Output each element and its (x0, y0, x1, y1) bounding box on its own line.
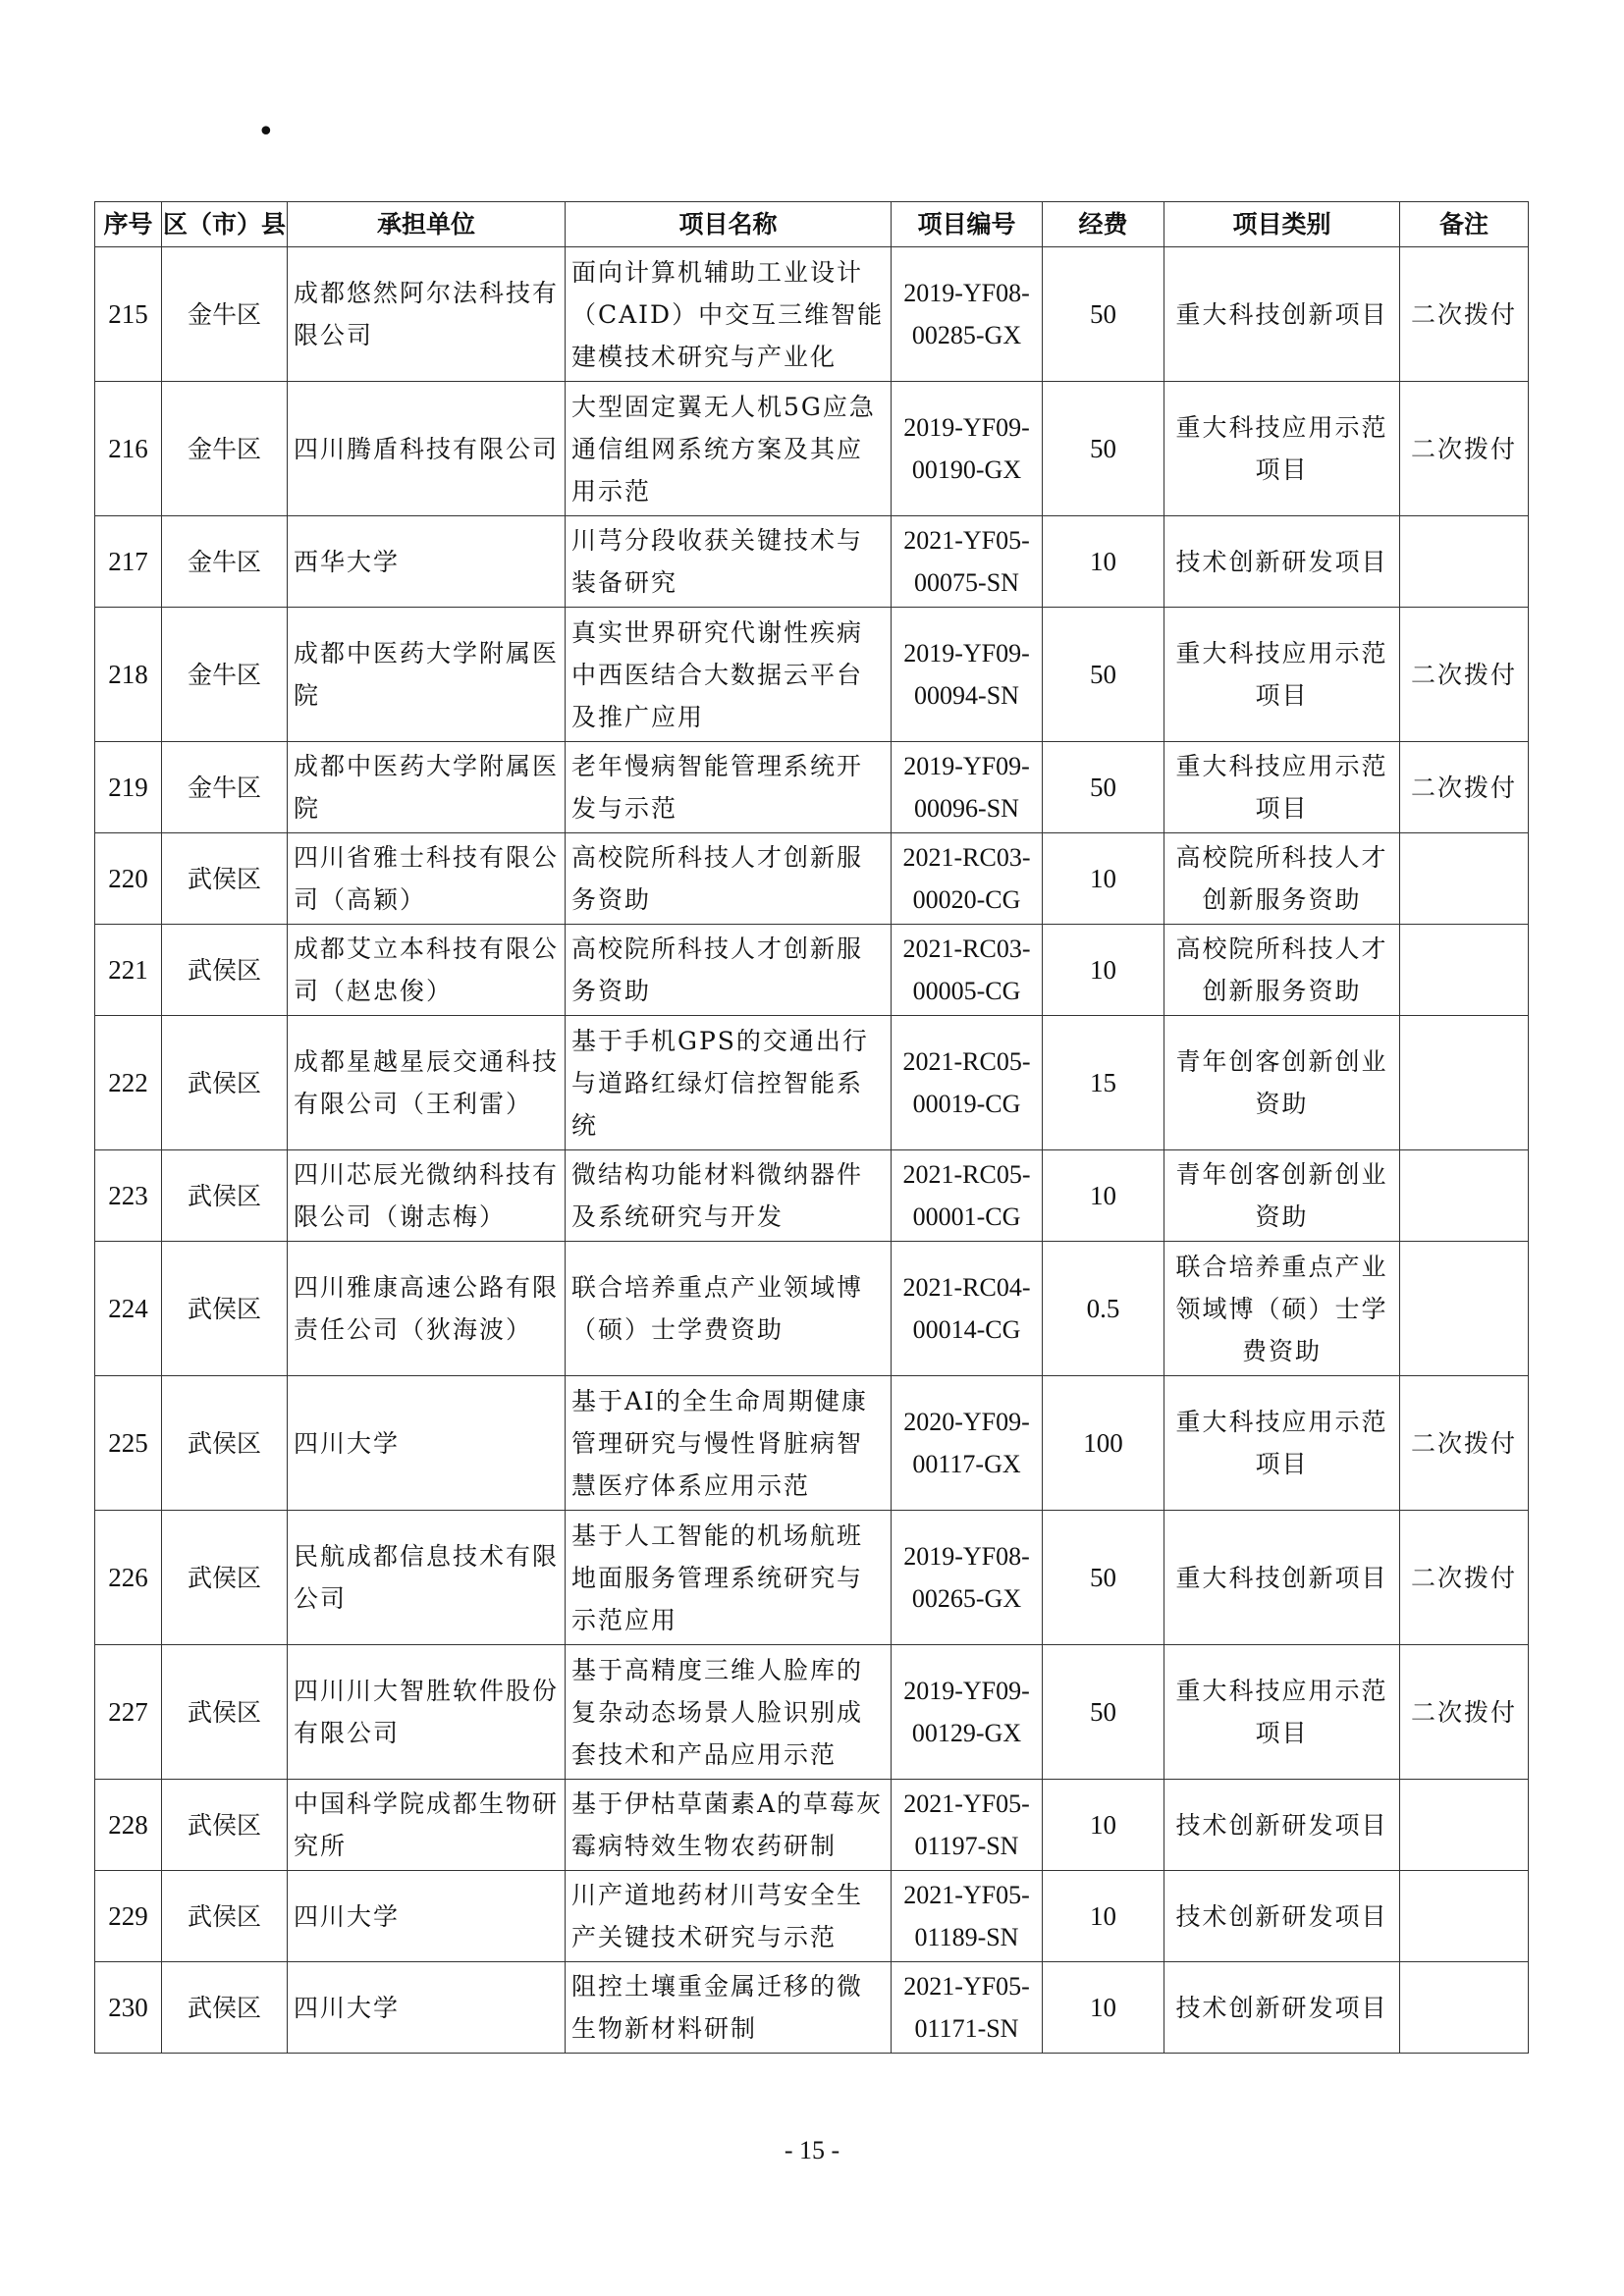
row-project-name: 老年慢病智能管理系统开发与示范 (566, 742, 892, 833)
row-unit: 四川大学 (288, 1871, 566, 1962)
row-unit: 西华大学 (288, 516, 566, 608)
row-seq: 220 (95, 833, 162, 925)
row-category: 重大科技应用示范项目 (1164, 1645, 1400, 1780)
row-seq: 222 (95, 1016, 162, 1150)
row-project-name: 联合培养重点产业领域博（硕）士学费资助 (566, 1242, 892, 1376)
row-unit: 成都中医药大学附属医院 (288, 742, 566, 833)
row-seq: 224 (95, 1242, 162, 1376)
table-row (95, 1645, 1529, 1780)
row-seq: 218 (95, 608, 162, 742)
row-funding: 10 (1043, 516, 1164, 608)
row-project-code: 2019-YF09-00190-GX (892, 382, 1043, 516)
row-project-code: 2021-RC04-00014-CG (892, 1242, 1043, 1376)
row-seq: 217 (95, 516, 162, 608)
row-seq: 226 (95, 1511, 162, 1645)
row-district: 武侯区 (162, 1376, 288, 1511)
row-remark (1400, 1780, 1529, 1871)
table-row (95, 1962, 1529, 2054)
row-project-name: 基于人工智能的机场航班地面服务管理系统研究与示范应用 (566, 1511, 892, 1645)
row-funding: 10 (1043, 833, 1164, 925)
row-district: 金牛区 (162, 608, 288, 742)
table-row (95, 1016, 1529, 1150)
row-project-code: 2021-YF05-01197-SN (892, 1780, 1043, 1871)
row-remark: 二次拨付 (1400, 247, 1529, 382)
row-remark (1400, 1871, 1529, 1962)
table-row (95, 1376, 1529, 1511)
row-project-code: 2019-YF09-00094-SN (892, 608, 1043, 742)
header-project-code: 项目编号 (892, 202, 1043, 247)
row-category: 重大科技应用示范项目 (1164, 608, 1400, 742)
row-unit: 四川芯辰光微纳科技有限公司（谢志梅） (288, 1150, 566, 1242)
row-remark: 二次拨付 (1400, 608, 1529, 742)
row-seq: 223 (95, 1150, 162, 1242)
row-category: 重大科技创新项目 (1164, 247, 1400, 382)
header-project-name: 项目名称 (566, 202, 892, 247)
row-category: 青年创客创新创业资助 (1164, 1016, 1400, 1150)
row-category: 重大科技应用示范项目 (1164, 1376, 1400, 1511)
row-district: 武侯区 (162, 1645, 288, 1780)
row-district: 武侯区 (162, 1511, 288, 1645)
header-row (95, 202, 1529, 247)
row-remark (1400, 1150, 1529, 1242)
row-project-name: 川芎分段收获关键技术与装备研究 (566, 516, 892, 608)
row-seq: 219 (95, 742, 162, 833)
table-row (95, 1150, 1529, 1242)
row-unit: 四川大学 (288, 1376, 566, 1511)
row-category: 青年创客创新创业资助 (1164, 1150, 1400, 1242)
table-row (95, 742, 1529, 833)
row-project-code: 2021-YF05-01189-SN (892, 1871, 1043, 1962)
row-district: 武侯区 (162, 1242, 288, 1376)
header-category: 项目类别 (1164, 202, 1400, 247)
page-mark: • (257, 115, 275, 149)
row-category: 技术创新研发项目 (1164, 1780, 1400, 1871)
row-project-name: 基于AI的全生命周期健康管理研究与慢性肾脏病智慧医疗体系应用示范 (566, 1376, 892, 1511)
row-category: 重大科技应用示范项目 (1164, 742, 1400, 833)
row-district: 金牛区 (162, 742, 288, 833)
row-project-code: 2020-YF09-00117-GX (892, 1376, 1043, 1511)
row-seq: 216 (95, 382, 162, 516)
row-project-code: 2019-YF08-00285-GX (892, 247, 1043, 382)
table-row (95, 1871, 1529, 1962)
row-remark: 二次拨付 (1400, 382, 1529, 516)
row-project-code: 2019-YF09-00129-GX (892, 1645, 1043, 1780)
row-seq: 227 (95, 1645, 162, 1780)
row-remark (1400, 1962, 1529, 2054)
header-remark: 备注 (1400, 202, 1529, 247)
row-project-name: 阻控土壤重金属迁移的微生物新材料研制 (566, 1962, 892, 2054)
row-remark: 二次拨付 (1400, 1511, 1529, 1645)
row-seq: 229 (95, 1871, 162, 1962)
row-category: 高校院所科技人才创新服务资助 (1164, 833, 1400, 925)
row-seq: 221 (95, 925, 162, 1016)
row-category: 技术创新研发项目 (1164, 1962, 1400, 2054)
row-project-code: 2021-RC03-00020-CG (892, 833, 1043, 925)
row-funding: 15 (1043, 1016, 1164, 1150)
row-project-name: 微结构功能材料微纳器件及系统研究与开发 (566, 1150, 892, 1242)
row-unit: 四川大学 (288, 1962, 566, 2054)
row-funding: 50 (1043, 247, 1164, 382)
row-funding: 10 (1043, 1780, 1164, 1871)
row-district: 金牛区 (162, 247, 288, 382)
row-project-code: 2021-RC03-00005-CG (892, 925, 1043, 1016)
row-unit: 四川腾盾科技有限公司 (288, 382, 566, 516)
row-remark: 二次拨付 (1400, 742, 1529, 833)
row-unit: 四川省雅士科技有限公司（高颖） (288, 833, 566, 925)
header-district: 区（市）县 (162, 202, 288, 247)
row-unit: 民航成都信息技术有限公司 (288, 1511, 566, 1645)
table-row (95, 925, 1529, 1016)
row-category: 高校院所科技人才创新服务资助 (1164, 925, 1400, 1016)
row-district: 武侯区 (162, 1150, 288, 1242)
row-unit: 成都艾立本科技有限公司（赵忠俊） (288, 925, 566, 1016)
row-category: 重大科技创新项目 (1164, 1511, 1400, 1645)
row-project-name: 川产道地药材川芎安全生产关键技术研究与示范 (566, 1871, 892, 1962)
row-project-code: 2021-RC05-00001-CG (892, 1150, 1043, 1242)
row-funding: 50 (1043, 1645, 1164, 1780)
row-remark (1400, 1016, 1529, 1150)
row-project-name: 高校院所科技人才创新服务资助 (566, 833, 892, 925)
row-district: 武侯区 (162, 833, 288, 925)
row-seq: 215 (95, 247, 162, 382)
row-project-code: 2021-YF05-00075-SN (892, 516, 1043, 608)
row-project-code: 2019-YF08-00265-GX (892, 1511, 1043, 1645)
page-number: - 15 - (784, 2136, 840, 2164)
row-remark (1400, 833, 1529, 925)
table-row (95, 516, 1529, 608)
row-district: 金牛区 (162, 516, 288, 608)
row-project-name: 高校院所科技人才创新服务资助 (566, 925, 892, 1016)
row-unit: 中国科学院成都生物研究所 (288, 1780, 566, 1871)
row-seq: 230 (95, 1962, 162, 2054)
row-category: 联合培养重点产业领域博（硕）士学费资助 (1164, 1242, 1400, 1376)
row-funding: 0.5 (1043, 1242, 1164, 1376)
row-category: 技术创新研发项目 (1164, 1871, 1400, 1962)
row-funding: 50 (1043, 608, 1164, 742)
row-funding: 50 (1043, 742, 1164, 833)
row-unit: 四川雅康高速公路有限责任公司（狄海波） (288, 1242, 566, 1376)
row-funding: 10 (1043, 925, 1164, 1016)
table-row (95, 1242, 1529, 1376)
row-project-name: 面向计算机辅助工业设计（CAID）中交互三维智能建模技术研究与产业化 (566, 247, 892, 382)
header-unit: 承担单位 (288, 202, 566, 247)
row-funding: 100 (1043, 1376, 1164, 1511)
row-funding: 10 (1043, 1962, 1164, 2054)
table-row (95, 608, 1529, 742)
row-remark: 二次拨付 (1400, 1645, 1529, 1780)
row-unit: 成都中医药大学附属医院 (288, 608, 566, 742)
row-funding: 50 (1043, 382, 1164, 516)
row-project-name: 基于伊枯草菌素A的草莓灰霉病特效生物农药研制 (566, 1780, 892, 1871)
table-row (95, 1780, 1529, 1871)
row-project-name: 大型固定翼无人机5G应急通信组网系统方案及其应用示范 (566, 382, 892, 516)
table-row (95, 382, 1529, 516)
row-district: 武侯区 (162, 1871, 288, 1962)
row-project-name: 基于高精度三维人脸库的复杂动态场景人脸识别成套技术和产品应用示范 (566, 1645, 892, 1780)
row-district: 武侯区 (162, 1962, 288, 2054)
row-seq: 228 (95, 1780, 162, 1871)
row-project-code: 2021-RC05-00019-CG (892, 1016, 1043, 1150)
table-row (95, 247, 1529, 382)
table-body (95, 247, 1529, 2054)
row-project-name: 真实世界研究代谢性疾病中西医结合大数据云平台及推广应用 (566, 608, 892, 742)
row-funding: 10 (1043, 1150, 1164, 1242)
row-funding: 10 (1043, 1871, 1164, 1962)
row-remark (1400, 925, 1529, 1016)
row-unit: 成都星越星辰交通科技有限公司（王利雷） (288, 1016, 566, 1150)
row-category: 技术创新研发项目 (1164, 516, 1400, 608)
header-funding: 经费 (1043, 202, 1164, 247)
row-project-code: 2019-YF09-00096-SN (892, 742, 1043, 833)
row-funding: 50 (1043, 1511, 1164, 1645)
row-district: 武侯区 (162, 1780, 288, 1871)
row-remark (1400, 516, 1529, 608)
table-row (95, 1511, 1529, 1645)
header-seq: 序号 (95, 202, 162, 247)
row-remark (1400, 1242, 1529, 1376)
row-district: 武侯区 (162, 1016, 288, 1150)
row-remark: 二次拨付 (1400, 1376, 1529, 1511)
row-unit: 四川川大智胜软件股份有限公司 (288, 1645, 566, 1780)
row-category: 重大科技应用示范项目 (1164, 382, 1400, 516)
project-table (94, 201, 1529, 2054)
row-seq: 225 (95, 1376, 162, 1511)
row-project-code: 2021-YF05-01171-SN (892, 1962, 1043, 2054)
row-district: 武侯区 (162, 925, 288, 1016)
row-project-name: 基于手机GPS的交通出行与道路红绿灯信控智能系统 (566, 1016, 892, 1150)
row-district: 金牛区 (162, 382, 288, 516)
row-unit: 成都悠然阿尔法科技有限公司 (288, 247, 566, 382)
table-row (95, 833, 1529, 925)
